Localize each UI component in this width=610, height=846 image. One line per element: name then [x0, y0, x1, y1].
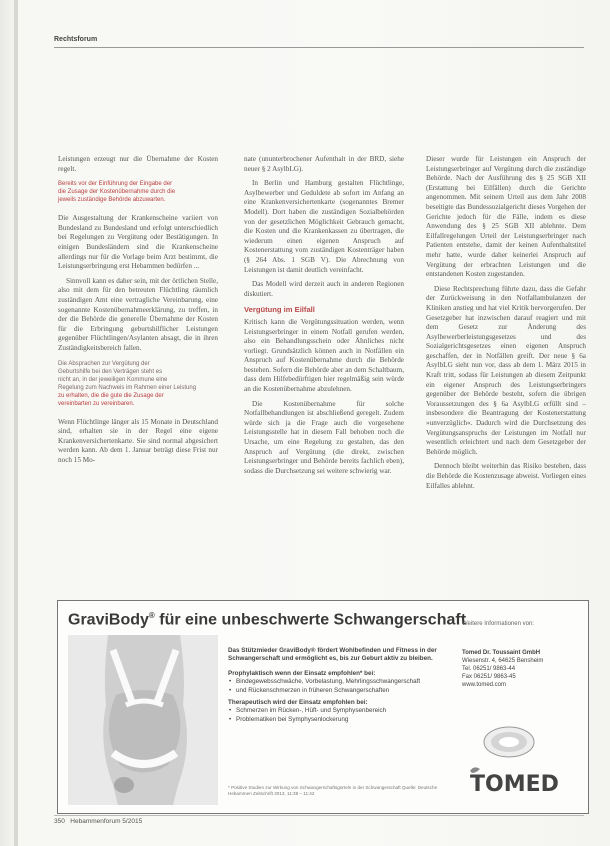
- list-item: • Bindegewebsschwäche, Vorbelastung, Mehrlingsschwangerschaft: [236, 678, 454, 686]
- quality-seal-icon: [482, 725, 536, 759]
- pull-quote-1-line: Bereits vor der Einführung der Eingabe der: [58, 181, 173, 188]
- pull-quote-2-line: vereinbarten zu vereinbaren.: [58, 400, 135, 407]
- col1-paragraph-2: Die Ausgestaltung der Krankenscheine variiert von Bundesland zu Bundesland und erfolgt unterschiedlich bei Regelungen zu Vergütung oder Bestätigungen. In einigen Bundesländern sind die Krankenscheine allerdings nur für die Vorlage beim Arzt bestimmt, die Leistungserbringung erst Hebammen bedürfen ...: [58, 214, 218, 271]
- section-label: Rechtsforum: [54, 36, 98, 43]
- col2-paragraph-1: nate (ununterbrochener Aufenthalt in der BRD, siehe neuer § 2 AsylbLG).: [244, 155, 404, 173]
- ad-company-info: [462, 649, 580, 689]
- ad-body-text: [228, 647, 454, 724]
- pull-quote-2: [58, 360, 218, 408]
- col3-paragraph-1: Dieser wurde für Leistungen ein Anspruch der Leistungserbringer auf Vergütung durch die zuständige Behörde. Nach der Ausführung des § 25 SGB XII (Erstattung bei Eilfällen) durch die Gerichte angenommen. Mit seinem Urteil aus dem Jahr 2008 beseitigte das Bundessozialgericht dieses Vorgehen der Gerichte jedoch für die Fälle, indem es diese Anwendung des § 25 SGB XII ablehnte. Dem Eilfallregelungen Urteil der Leistungserbringer nach Patienten entstehe, damit der keinen Aufenthaltstitel mehr hatte, wurde daher keinerlei Anspruch auf Vergütung der erbrachten Leistungen und die entstandenen Kosten zugestanden.: [426, 155, 586, 279]
- pull-quote-2-line: Geburtshilfe bei den Verträgen steht es: [58, 368, 163, 375]
- pregnant-woman-photo: [68, 635, 218, 805]
- list-item: • und Rückenschmerzen in früheren Schwangerschaften: [236, 687, 454, 695]
- col2-paragraph-5: Die Kostenübernahme für solche Notfallbehandlungen ist abschließend geregelt. Zudem würde sich ja die Frage auch die vorgesehene Leistungsstelle hat in diesem Fall behoben noch die Ursache, um eine Regelung zu gestalten, das den Anspruch auf Vergütung (die direkt, zwischen Leistungserbringer und Behörde bereits fachlich eben), sodass die Durchsetzung sei weitere schwierig war.: [244, 399, 404, 475]
- pull-quote-1-line: die Zusage der Kostenübernahme durch die: [58, 189, 176, 196]
- ad-title-rest: für eine unbeschwerte Schwangerschaft: [154, 611, 467, 629]
- tomed-logo-icon: [460, 761, 580, 797]
- text-column-3: [426, 155, 586, 496]
- pull-quote-2-line: zu erhalten, die die gute die Zusage der: [58, 392, 164, 399]
- ad-footnote: * Positive Studien zur Wirkung von Schwangerschaftsgürteln in der Schwangerschaft Quelle: Deutsche Hebammen Zeitschrift 2013, 11:38 – 11:42: [228, 785, 438, 796]
- ad-contact-heading: Weitere Informationen von:: [462, 621, 534, 627]
- ad-title-reg: ®: [148, 611, 155, 620]
- col2-paragraph-3: Das Modell wird derzeit auch in anderen Regionen diskutiert.: [244, 280, 404, 298]
- ad-product-photo: [68, 635, 218, 805]
- ad-section-therapy: Therapeutisch wird der Einsatz empfohlen bei:: [228, 699, 368, 707]
- ad-list-therapy: [228, 707, 454, 724]
- col3-paragraph-3: Dennoch bleibt weiterhin das Risiko bestehen, dass die Behörde die Kostenzusage abweist. Vorliegen eines Eilfalles ablehnt.: [426, 462, 586, 490]
- ad-title-brand: GraviBody: [68, 611, 149, 629]
- col1-paragraph-3: Sinnvoll kann es daher sein, mit der örtlichen Stelle, also mit dem für den betreuten Flüchtling räumlich zuständigen Amt eine vertragliche Vereinbarung, eine sogenannte Kostenübernahmeerklärung, zu treffen, in der die Behörde die generelle Übernahme der Kosten für die Erbringung geburtshilflicher Leistungen gegenüber Flüchtlingen/Asylanten absagt, die in ihren Zuständigkeitsbereich fallen.: [58, 276, 218, 352]
- ad-title: [68, 611, 466, 629]
- pull-quote-2-line: Regelung zum Nachweis im Rahmen einer Leistung: [58, 384, 197, 391]
- company-name: Tomed Dr. Toussaint GmbH: [462, 650, 541, 656]
- ad-lead: Das Stützmieder GraviBody® fördert Wohlbefinden und Fitness in der Schwangerschaft und ermöglicht es, bis zur Geburt aktiv zu bleiben.: [228, 647, 437, 663]
- subheading-eilfall: Vergütung im Eilfall: [244, 305, 315, 315]
- col2-paragraph-4: Kritisch kann die Vergütungssituation werden, wenn Leistungserbringer in einem Notfall gerufen werden, also ein Behandlungsschein oder Ähnliches nicht vorliegt. Grundsätzlich können auch in Notfällen ein Anspruch auf Kostenübernahme durch die Behörde bestehen. Sofern die Behörde aber an dem Schaltbaum, dass dem Hilfebedürftigen hier regelmäßig sein würde an die Kostenübernahme abzulehnen.: [244, 317, 404, 394]
- company-fax: Fax 06251/ 9863-45: [462, 674, 516, 680]
- pull-quote-2-line: Die Absprachen zur Vergütung der: [58, 360, 150, 367]
- text-column-2: [244, 155, 404, 481]
- page-gutter: [14, 0, 18, 846]
- col1-paragraph-1: Leistungen erzeugt nur die Übernahme der Kosten regelt.: [58, 155, 218, 173]
- header-rule: [54, 47, 584, 48]
- tomed-logo: [460, 761, 580, 797]
- col3-paragraph-2: Diese Rechtsprechung führte dazu, dass die Gefahr der Zurückweisung in den Notfallambulanzen der Kliniken anstieg und hat viel Kritik hervorgerufen. Der Gesetzgeber hat inzwischen darauf reagiert und mit dem Gesetz zur Änderung des Asylbewerberleistungsgesetzes und des Sozialgerichtsgesetzes einen eigenen Anspruch geschaffen, der in Notfällen greift. Der neue § 6a AsylbLG sieht nun vor, dass ab dem 1. März 2015 in Kraft tritt, sodass für Leistungen ab diesem Zeitpunkt ein eigener Anspruch des Leistungserbringers gegenüber der Behörde besteht, sofern die übrigen Voraussetzungen des § 6a AsylbLG erfüllt sind – insbesondere die Beantragung der Kostenerstattung »unverzüglich«. Dadurch wird die Durchsetzung des Vergütungsanspruchs der Leistungen im Notfall nur wesentlich erleichtert und nach dem Gesetzgeber der Behörde möglich.: [426, 284, 586, 456]
- company-street: Wiesenstr. 4, 64625 Bensheim: [462, 658, 544, 664]
- col1-paragraph-4: Wenn Flüchtlinge länger als 15 Monate in Deutschland sind, erhalten sie in der Regel eine eigene Krankenversichertenkarte. Sie sind normal abgesichert werden kann. Ab dem 1. Januar beträgt diese Frist nur noch 15 Mo-: [58, 417, 218, 464]
- pull-quote-1-line: jeweils zuständige Behörde abzuwarten.: [58, 197, 166, 204]
- ad-list-prophylaxis: [228, 678, 454, 695]
- list-item: • Problematiken bei Symphysenlockerung: [236, 716, 454, 724]
- advertisement-box: [57, 600, 589, 814]
- company-phone: Tel. 06251/ 9863-44: [462, 666, 516, 672]
- journal-name: Hebammenforum 5/2015: [70, 818, 143, 825]
- pull-quote-1: [58, 180, 218, 204]
- logo-text: TOMED: [470, 772, 559, 797]
- list-item: • Schmerzen im Rücken-, Hüft- und Symphysenbereich: [236, 707, 454, 715]
- page-number: 350: [54, 818, 65, 825]
- text-column-1: [58, 155, 218, 470]
- page-footer: [54, 818, 142, 825]
- col2-paragraph-2: In Berlin und Hamburg gestalten Flüchtlinge, Asylbewerber und Geduldete ab sofort im Anfang an eine Krankenversichertenkarte (sogenanntes Bremer Modell). Dort haben die zuständigen Sozialbehörden von der gesetzlichen Möglichkeit Gebrauch gemacht, die Kosten und die Krankenkassen zu übertragen, die wiederum einen eigenen Anspruch auf Kostenerstattung vom zuständigen Kostenträger haben (§ 264 Abs. 1 SGB V). Die Abrechnung von Leistungen ist damit deutlich vereinfacht.: [244, 179, 404, 274]
- footer-rule: [54, 815, 584, 816]
- company-website: www.tomed.com: [462, 682, 507, 688]
- pull-quote-2-line: nicht an, in der jeweiligen Kommune eine: [58, 376, 168, 383]
- ad-section-prophylaxis: Prophylaktisch wenn der Einsatz empfohlen* bei:: [228, 669, 376, 677]
